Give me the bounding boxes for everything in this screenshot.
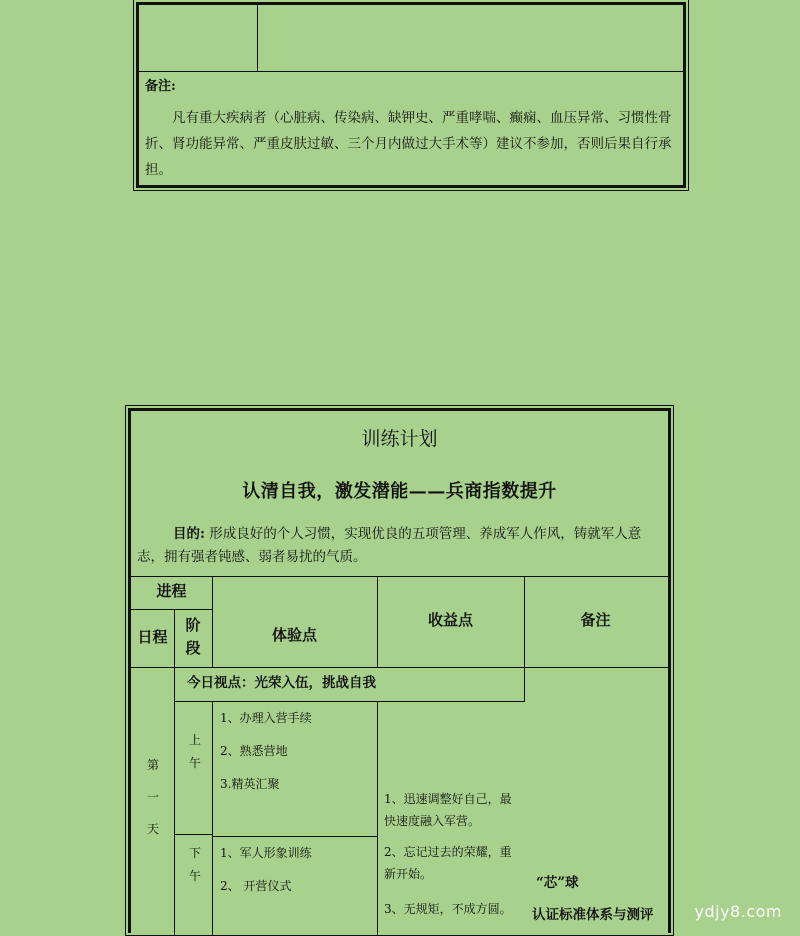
column-divider bbox=[212, 701, 213, 936]
today-view: 今日视点：光荣入伍，挑战自我 bbox=[187, 675, 376, 691]
row-divider bbox=[139, 71, 683, 72]
afternoon-item: 1、军人形象训练 bbox=[220, 846, 312, 860]
header-stage: 阶段 bbox=[185, 616, 201, 657]
benefit-item: 3、无规矩，不成方圆。 bbox=[384, 902, 512, 916]
health-notice-table bbox=[136, 2, 686, 188]
afternoon-label: 下午 bbox=[188, 846, 201, 883]
row-divider bbox=[131, 609, 212, 610]
morning-label: 上午 bbox=[188, 733, 201, 770]
row-divider bbox=[212, 836, 377, 837]
cell-divider bbox=[257, 5, 258, 71]
remarks-label: 备注: bbox=[145, 79, 176, 94]
purpose-paragraph bbox=[137, 523, 661, 569]
header-schedule: 日程 bbox=[137, 628, 168, 646]
purpose-label: 目的: bbox=[173, 526, 205, 542]
header-remarks: 备注 bbox=[580, 611, 611, 629]
training-plan-table bbox=[128, 408, 671, 933]
plan-subtitle: 认清自我，激发潜能——兵商指数提升 bbox=[242, 481, 557, 502]
column-divider bbox=[377, 701, 378, 936]
plan-title: 训练计划 bbox=[361, 428, 438, 450]
column-divider bbox=[212, 576, 213, 667]
header-progress: 进程 bbox=[156, 582, 187, 600]
header-experience: 体验点 bbox=[271, 626, 317, 644]
watermark: ydjy8.com bbox=[694, 902, 782, 921]
morning-item: 3.精英汇聚 bbox=[220, 777, 280, 791]
column-divider bbox=[174, 609, 175, 936]
purpose-text: 形成良好的个人习惯，实现优良的五项管理、养成军人作风，铸就军人意志，拥有强者钝感、弱者易扰的气质。 bbox=[137, 526, 642, 565]
afternoon-item: 2、 开营仪式 bbox=[220, 879, 292, 893]
row-divider bbox=[131, 667, 668, 668]
morning-item: 1、办理入营手续 bbox=[220, 711, 312, 725]
morning-item: 2、熟悉营地 bbox=[220, 744, 288, 758]
day-label: 第一天 bbox=[146, 758, 159, 836]
remark-line: 认证标准体系与测评 bbox=[532, 907, 654, 923]
header-benefit: 收益点 bbox=[427, 611, 473, 629]
remark-line: “芯”球 bbox=[536, 875, 579, 891]
column-divider bbox=[524, 576, 525, 702]
benefit-item: 1、迅速调整好自己，最快速度融入军营。 bbox=[384, 792, 512, 828]
benefit-item: 2、忘记过去的荣耀，重新开始。 bbox=[384, 845, 512, 881]
row-divider bbox=[174, 834, 212, 835]
row-divider bbox=[174, 701, 524, 702]
remarks-text: 凡有重大疾病者（心脏病、传染病、缺钾史、严重哮喘、癫痫、血压异常、习惯性骨折、肾功能异常、严重皮肤过敏、三个月内做过大手术等）建议不参加，否则后果自行承担。 bbox=[145, 110, 672, 178]
